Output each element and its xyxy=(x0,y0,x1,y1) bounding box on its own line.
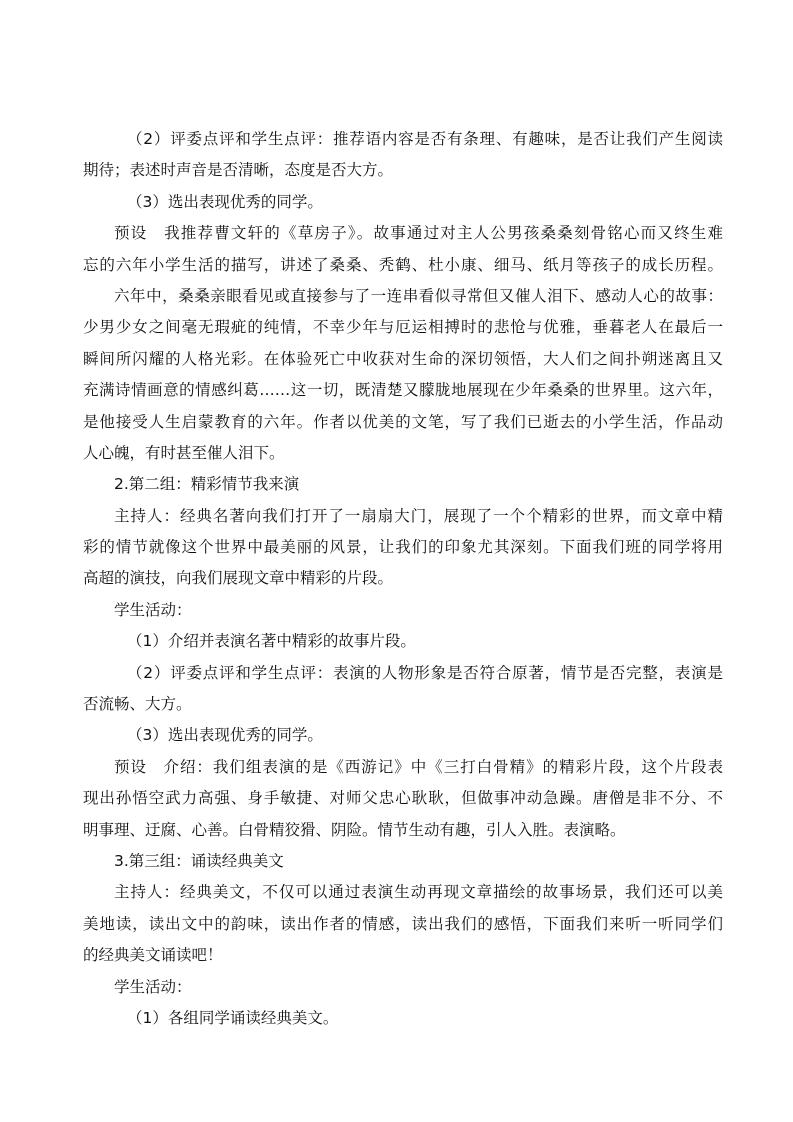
text-line: 美地读，读出文中的韵味，读出作者的情感，读出我们的感悟，下面我们来听一听同学们 xyxy=(83,914,723,933)
text-line: （2）评委点评和学生点评：表演的人物形象是否符合原著，情节是否完整，表演是 xyxy=(127,663,723,682)
text-line: （1）各组同学诵读经典美文。 xyxy=(127,1008,339,1027)
text-line: 人心魄，有时甚至催人泪下。 xyxy=(83,443,285,462)
text-line: 的经典美文诵读吧！ xyxy=(83,946,223,965)
text-line: 高超的演技，向我们展现文章中精彩的片段。 xyxy=(83,569,394,588)
text-line: 预设 介绍：我们组表演的是《西游记》中《三打白骨精》的精彩片段，这个片段表 xyxy=(114,757,723,776)
text-line: 主持人：经典名著向我们打开了一扇扇大门，展现了一个个精彩的世界，而文章中精 xyxy=(114,506,723,525)
text-line: 现出孙悟空武力高强、身手敏捷、对师父忠心耿耿，但做事冲动急躁。唐僧是非不分、不 xyxy=(83,789,723,808)
text-line: 主持人：经典美文，不仅可以通过表演生动再现文章描绘的故事场景，我们还可以美 xyxy=(114,883,723,902)
text-line: 学生活动： xyxy=(114,600,192,619)
text-line: 是他接受人生启蒙教育的六年。作者以优美的文笔，写了我们已逝去的小学生活，作品动 xyxy=(83,412,723,431)
text-line: （3）选出表现优秀的同学。 xyxy=(127,192,323,211)
document-body xyxy=(83,124,723,1034)
text-line: 3.第三组：诵读经典美文 xyxy=(114,851,284,870)
text-line: 少男少女之间毫无瑕疵的纯情，不幸少年与厄运相搏时的悲怆与优雅，垂暮老人在最后一 xyxy=(83,318,723,337)
text-line: 预设 我推荐曹文轩的《草房子》。故事通过对主人公男孩桑桑刻骨铭心而又终生难 xyxy=(114,224,723,243)
text-line: 期待；表述时声音是否清晰，态度是否大方。 xyxy=(83,161,394,180)
text-line: 2.第二组：精彩情节我来演 xyxy=(114,475,300,494)
text-line: 瞬间所闪耀的人格光彩。在体验死亡中收获对生命的深切领悟，大人们之间扑朔迷离且又 xyxy=(83,349,723,368)
text-line: 否流畅、大方。 xyxy=(83,695,192,714)
text-line: 充满诗情画意的情感纠葛……这一切，既清楚又朦胧地展现在少年桑桑的世界里。这六年， xyxy=(83,381,723,400)
text-line: （1）介绍并表演名著中精彩的故事片段。 xyxy=(127,632,416,651)
text-line: （2）评委点评和学生点评：推荐语内容是否有条理、有趣味，是否让我们产生阅读 xyxy=(127,130,723,148)
text-line: 学生活动： xyxy=(114,977,192,996)
text-line: 彩的情节就像这个世界中最美丽的风景，让我们的印象尤其深刻。下面我们班的同学将用 xyxy=(83,538,723,557)
text-line: 忘的六年小学生活的描写，讲述了桑桑、秃鹤、杜小康、细马、纸月等孩子的成长历程。 xyxy=(83,255,723,274)
text-line: （3）选出表现优秀的同学。 xyxy=(127,726,323,745)
text-line: 明事理、迂腐、心善。白骨精狡猾、阴险。情节生动有趣，引人入胜。表演略。 xyxy=(83,820,626,839)
text-line: 六年中，桑桑亲眼看见或直接参与了一连串看似寻常但又催人泪下、感动人心的故事： xyxy=(114,286,723,305)
